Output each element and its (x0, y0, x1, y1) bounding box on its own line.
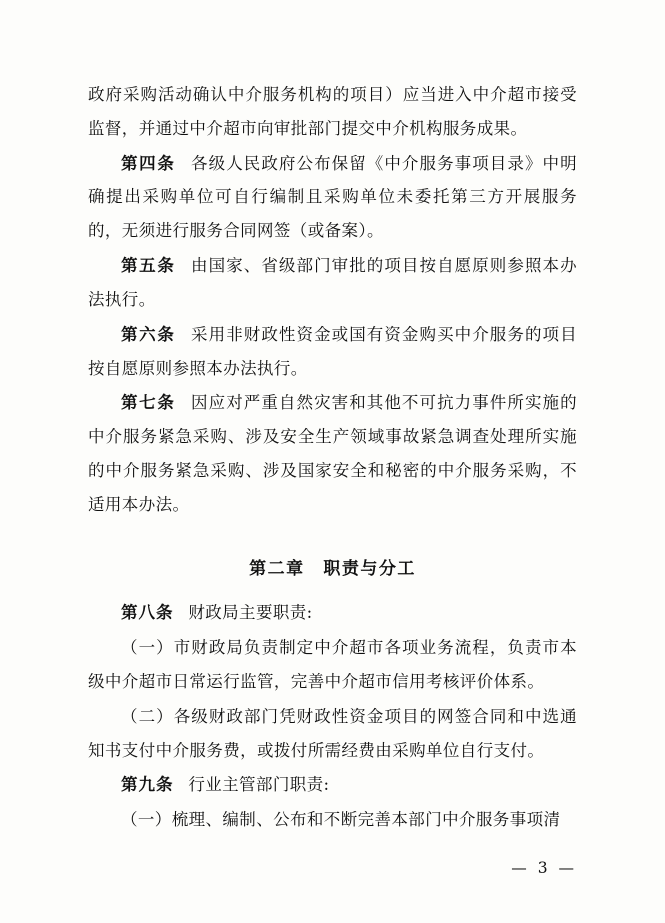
paragraph-text: 各级人民政府公布保留《中介服务事项目录》中明确提出采购单位可自行编制且采购单位未委托第三方开展服务的，无须进行服务合同网签（或备案）。 (88, 153, 577, 241)
page-number: — 3 — (511, 859, 577, 877)
article-label: 第八条 (121, 603, 174, 623)
paragraph-text: 由国家、省级部门审批的项目按自愿原则参照本办法执行。 (88, 256, 577, 309)
paragraph-text: 财政局主要职责: (188, 603, 313, 623)
chapter-heading (88, 552, 577, 587)
document-body (88, 78, 577, 837)
article-paragraph-5 (88, 249, 577, 317)
chapter-number: 第二章 (249, 558, 305, 579)
paragraph-text: （一）市财政局负责制定中介超市各项业务流程，负责市本级中介超市日常运行监管，完善中介超市信用考核评价体系。 (88, 638, 577, 692)
paragraph-text: （一）梳理、编制、公布和不断完善本部门中介服务事项清 (121, 810, 561, 830)
article-paragraph-7 (88, 386, 577, 521)
list-item-3 (88, 803, 577, 837)
article-label: 第四条 (121, 153, 176, 173)
paragraph-text: （二）各级财政部门凭财政性资金项目的网签合同和中选通知书支付中介服务费，或拨付所需经费由采购单位自行支付。 (88, 706, 577, 760)
list-item-2 (88, 700, 577, 768)
chapter-title: 职责与分工 (323, 558, 416, 579)
article-paragraph-9 (88, 768, 577, 802)
article-label: 第五条 (121, 256, 176, 276)
paragraph-text: 采用非财政性资金或国有资金购买中介服务的项目按自愿原则参照本办法执行。 (88, 324, 577, 378)
article-label: 第七条 (121, 393, 176, 413)
article-label: 第六条 (121, 324, 176, 344)
article-paragraph-6 (88, 318, 577, 386)
paragraph-text: 政府采购活动确认中介服务机构的项目）应当进入中介超市接受监督，并通过中介超市向审批部门提交中介机构服务成果。 (88, 85, 577, 138)
paragraph-continuation (88, 78, 577, 146)
paragraph-text: 因应对严重自然灾害和其他不可抗力事件所实施的中介服务紧急采购、涉及安全生产领域事故紧急调查处理所实施的中介服务紧急采购、涉及国家安全和秘密的中介服务采购，不适用本办法。 (88, 393, 577, 514)
paragraph-text: 行业主管部门职责: (188, 775, 330, 795)
article-label: 第九条 (121, 775, 174, 795)
article-paragraph-4 (88, 147, 577, 248)
article-paragraph-8 (88, 596, 577, 630)
list-item-1 (88, 631, 577, 699)
